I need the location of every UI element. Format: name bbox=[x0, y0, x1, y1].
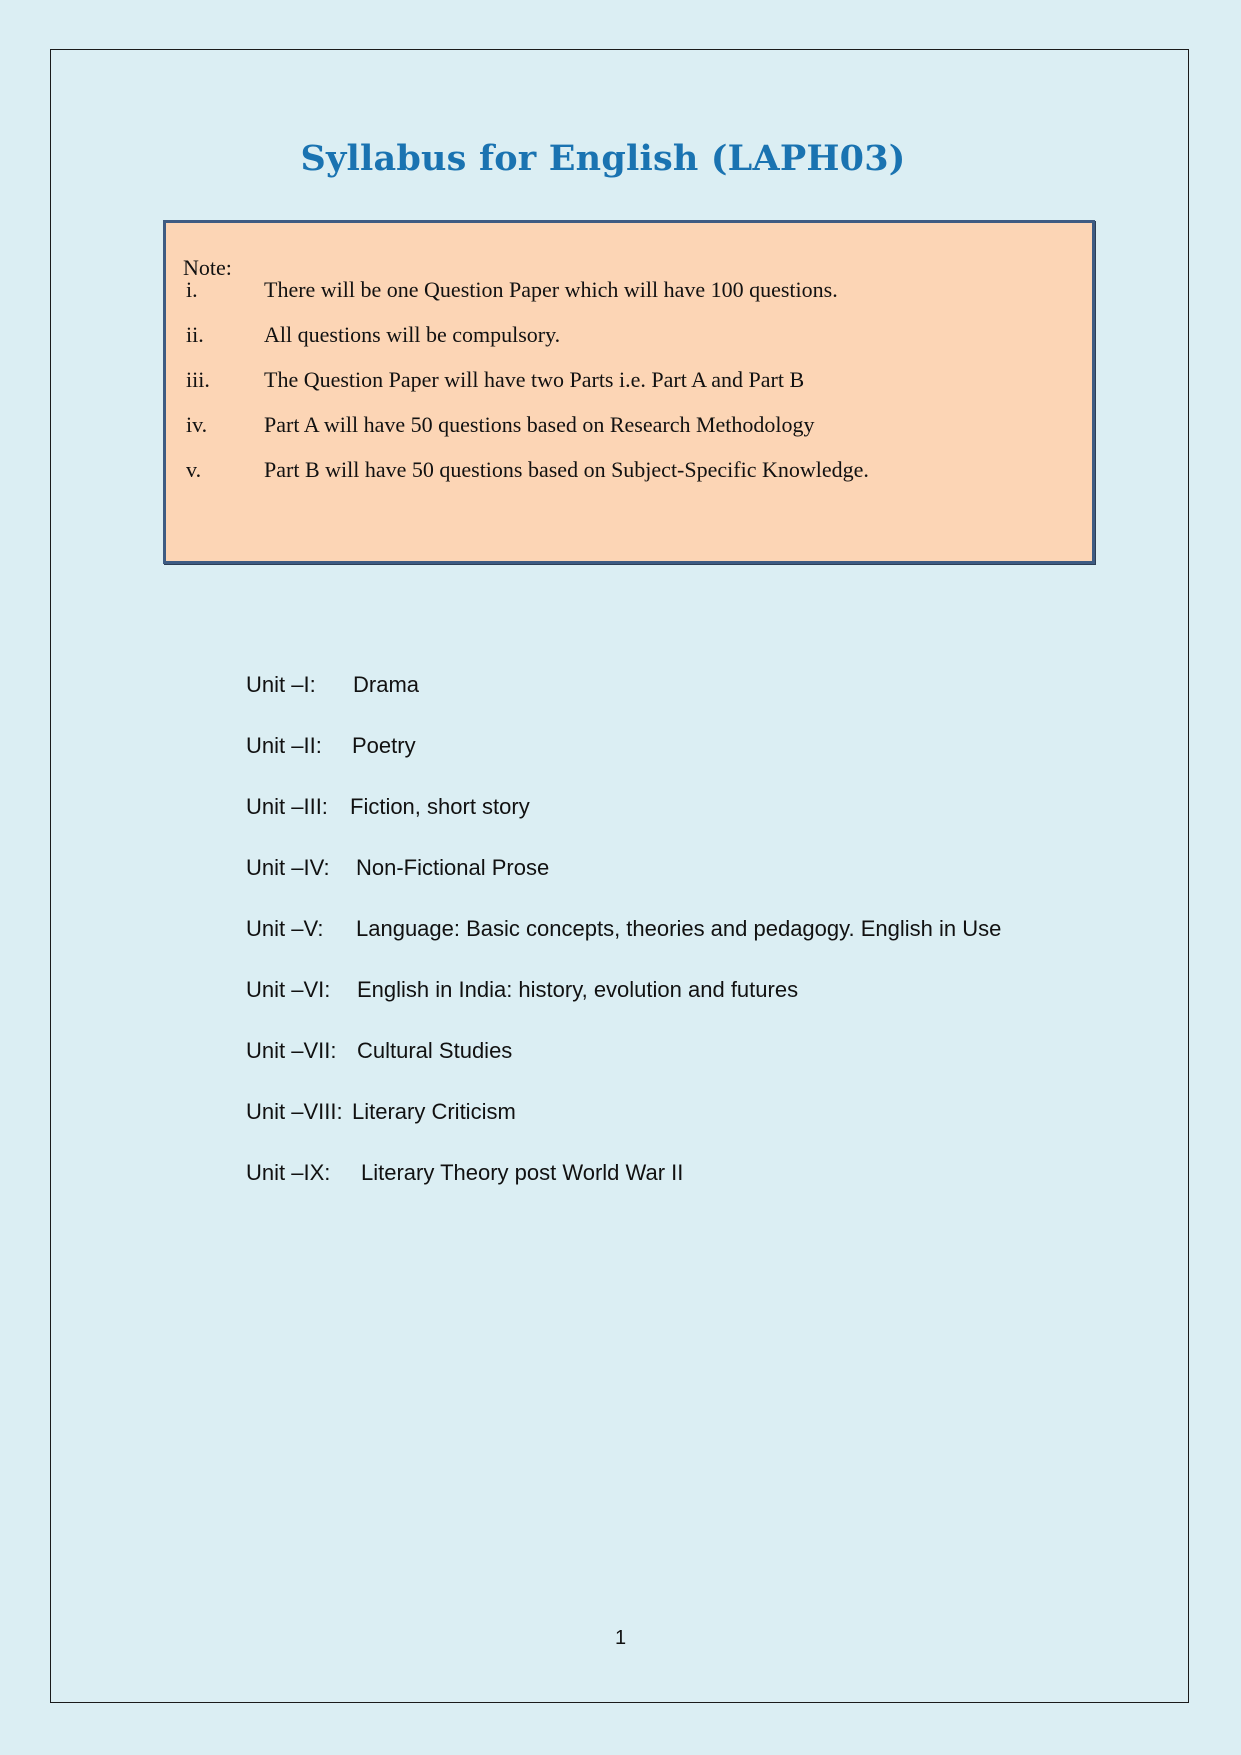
note-item-number: iii. bbox=[186, 367, 210, 392]
note-item-number: iv. bbox=[186, 412, 208, 437]
unit-list bbox=[246, 672, 1002, 1221]
unit-label: Unit –II: bbox=[246, 733, 322, 758]
unit-topic: Cultural Studies bbox=[357, 1038, 513, 1063]
note-label: Note: bbox=[183, 255, 232, 280]
unit-topic: Fiction, short story bbox=[350, 794, 530, 819]
note-item-text: Part B will have 50 questions based on Subject-Specific Knowledge. bbox=[264, 457, 869, 482]
unit-row bbox=[246, 733, 416, 794]
unit-row bbox=[246, 916, 1002, 977]
unit-row bbox=[246, 1038, 513, 1099]
note-item-number: ii. bbox=[186, 322, 204, 347]
note-item-text: There will be one Question Paper which will have 100 questions. bbox=[264, 277, 838, 302]
note-item-text: All questions will be compulsory. bbox=[264, 322, 561, 347]
unit-label: Unit –IV: bbox=[246, 855, 330, 880]
note-item-number: i. bbox=[186, 277, 198, 302]
unit-topic: Literary Criticism bbox=[352, 1099, 516, 1124]
page-title: Syllabus for English (LAPH03) bbox=[300, 138, 906, 179]
unit-label: Unit –I: bbox=[246, 672, 316, 697]
unit-row bbox=[246, 855, 550, 916]
note-box bbox=[163, 220, 1095, 564]
unit-topic: Language: Basic concepts, theories and pedagogy. English in Use bbox=[356, 916, 1002, 941]
unit-row bbox=[246, 794, 530, 855]
unit-label: Unit –V: bbox=[246, 916, 324, 941]
unit-label: Unit –VII: bbox=[246, 1038, 337, 1063]
note-item-number: v. bbox=[186, 457, 202, 482]
unit-topic: Poetry bbox=[352, 733, 416, 758]
unit-label: Unit –VI: bbox=[246, 977, 331, 1002]
unit-topic: Drama bbox=[353, 672, 420, 697]
note-item-text: The Question Paper will have two Parts i.e. Part A and Part B bbox=[264, 367, 805, 392]
unit-label: Unit –IX: bbox=[246, 1160, 331, 1185]
unit-label: Unit –VIII: bbox=[246, 1099, 343, 1124]
page-number: 1 bbox=[614, 1627, 627, 1649]
unit-row bbox=[246, 1160, 684, 1221]
unit-topic: Literary Theory post World War II bbox=[361, 1160, 684, 1185]
unit-row bbox=[246, 977, 799, 1038]
unit-topic: English in India: history, evolution and futures bbox=[357, 977, 799, 1002]
unit-row bbox=[246, 1099, 516, 1160]
unit-row bbox=[246, 672, 420, 733]
unit-topic: Non-Fictional Prose bbox=[356, 855, 550, 880]
note-item-text: Part A will have 50 questions based on Research Methodology bbox=[264, 412, 815, 437]
unit-label: Unit –III: bbox=[246, 794, 328, 819]
